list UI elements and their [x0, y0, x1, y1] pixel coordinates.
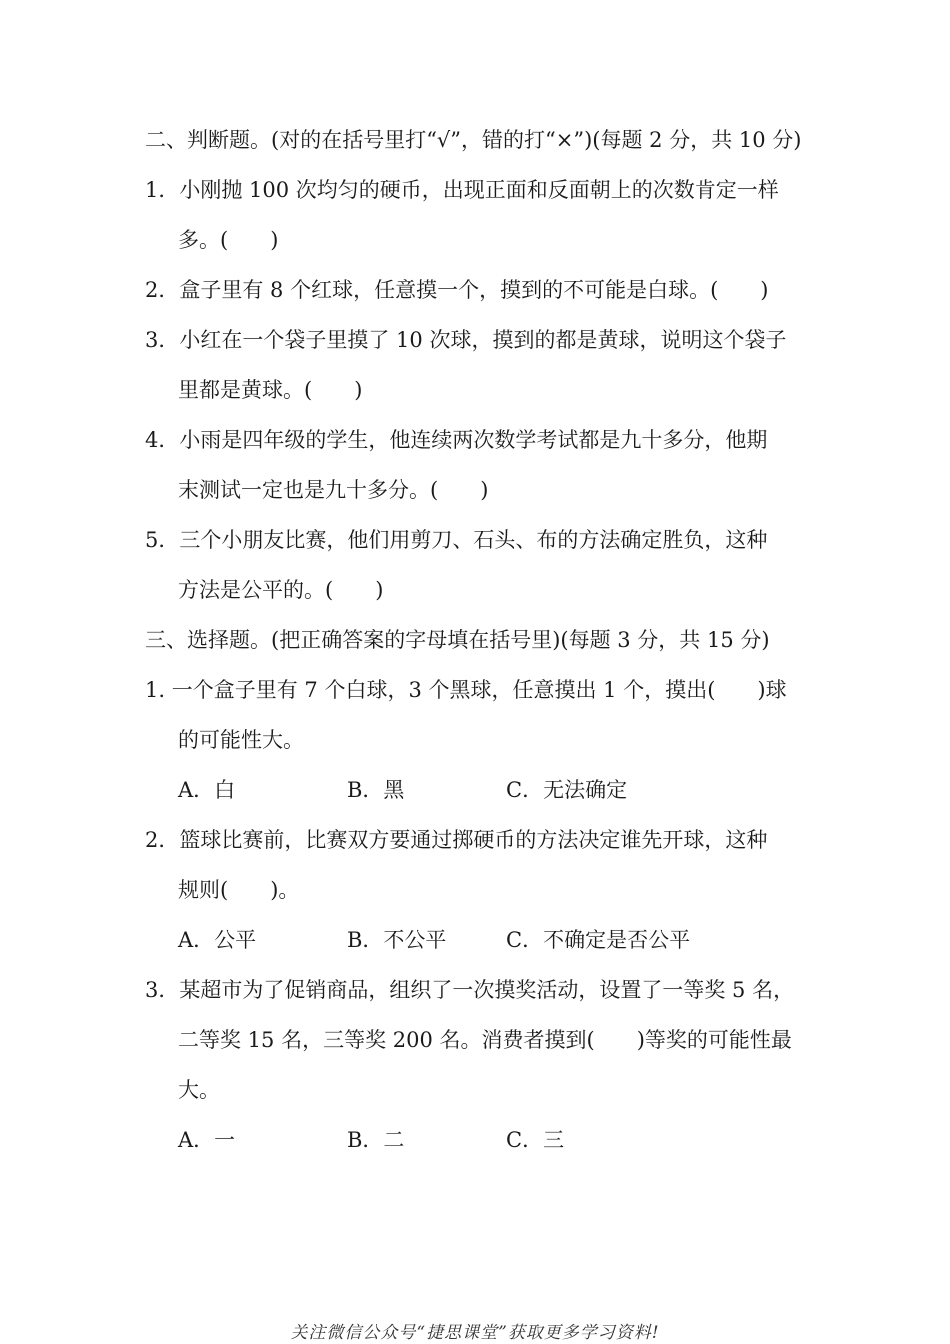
- s2-q2-line1: [145, 275, 768, 305]
- s2-q1-line2: 多。( ): [178, 228, 279, 252]
- s2-q5-line1: [145, 525, 767, 555]
- s3-q2-option-a: A．公平: [178, 928, 257, 952]
- s2-q3-line1: [145, 325, 786, 355]
- s3-q3-option-a: A．一: [178, 1128, 236, 1152]
- s3-q1-line1: [145, 675, 787, 705]
- s3-q3-line1: [145, 975, 794, 1005]
- s3-q2-option-c: C．不确定是否公平: [506, 928, 691, 952]
- s3-q3-line2: 二等奖 15 名，三等奖 200 名。消费者摸到( )等奖的可能性最: [178, 1028, 792, 1052]
- s2-q1-number: 1．: [145, 178, 180, 202]
- s2-q5-number: 5．: [145, 528, 180, 552]
- s3-q3-option-b: B．二: [347, 1128, 405, 1152]
- s2-q4-number: 4．: [145, 428, 180, 452]
- s3-q2-line1: [145, 825, 767, 855]
- s2-q4-text: 小雨是四年级的学生，他连续两次数学考试都是九十多分，他期: [179, 428, 768, 452]
- section2-heading: 二、判断题。(对的在括号里打“√”，错的打“×”)(每题 2 分，共 10 分): [145, 128, 802, 152]
- s3-q2-line2: 规则( )。: [178, 878, 300, 902]
- s3-q1-text: 一个盒子里有 7 个白球，3 个黑球，任意摸出 1 个，摸出( )球: [171, 678, 787, 702]
- s2-q2-text: 盒子里有 8 个红球，任意摸一个，摸到的不可能是白球。( ): [179, 278, 769, 302]
- s3-q3-line3: 大。: [178, 1078, 220, 1102]
- s3-q3-number: 3．: [145, 978, 180, 1002]
- section3-heading: 三、选择题。(把正确答案的字母填在括号里)(每题 3 分，共 15 分): [145, 628, 770, 652]
- s3-q1-option-a: A．白: [178, 778, 236, 802]
- s2-q5-line2: 方法是公平的。( ): [178, 578, 384, 602]
- s2-q1-line1: [145, 175, 779, 205]
- s3-q1-number: 1.: [145, 678, 166, 702]
- s2-q3-number: 3．: [145, 328, 180, 352]
- s3-q3-text: 某超市为了促销商品，组织了一次摸奖活动，设置了一等奖 5 名，: [179, 978, 795, 1002]
- s2-q4-line1: [145, 425, 767, 455]
- s2-q2-number: 2．: [145, 278, 180, 302]
- s2-q4-line2: 末测试一定也是九十多分。( ): [178, 478, 489, 502]
- s3-q1-option-c: C．无法确定: [506, 778, 628, 802]
- s3-q2-option-b: B．不公平: [347, 928, 447, 952]
- s3-q1-option-b: B．黑: [347, 778, 405, 802]
- s2-q3-line2: 里都是黄球。( ): [178, 378, 363, 402]
- footer-promo-text: 关注微信公众号“捷思课堂”获取更多学习资料!: [290, 1323, 660, 1343]
- s3-q2-number: 2．: [145, 828, 180, 852]
- s3-q2-text: 篮球比赛前，比赛双方要通过掷硬币的方法决定谁先开球，这种: [179, 828, 768, 852]
- s2-q3-text: 小红在一个袋子里摸了 10 次球，摸到的都是黄球，说明这个袋子: [179, 328, 787, 352]
- s2-q5-text: 三个小朋友比赛，他们用剪刀、石头、布的方法确定胜负，这种: [179, 528, 768, 552]
- s2-q1-text: 小刚抛 100 次均匀的硬币，出现正面和反面朝上的次数肯定一样: [179, 178, 779, 202]
- s3-q3-option-c: C．三: [506, 1128, 565, 1152]
- s3-q1-line2: 的可能性大。: [178, 728, 304, 752]
